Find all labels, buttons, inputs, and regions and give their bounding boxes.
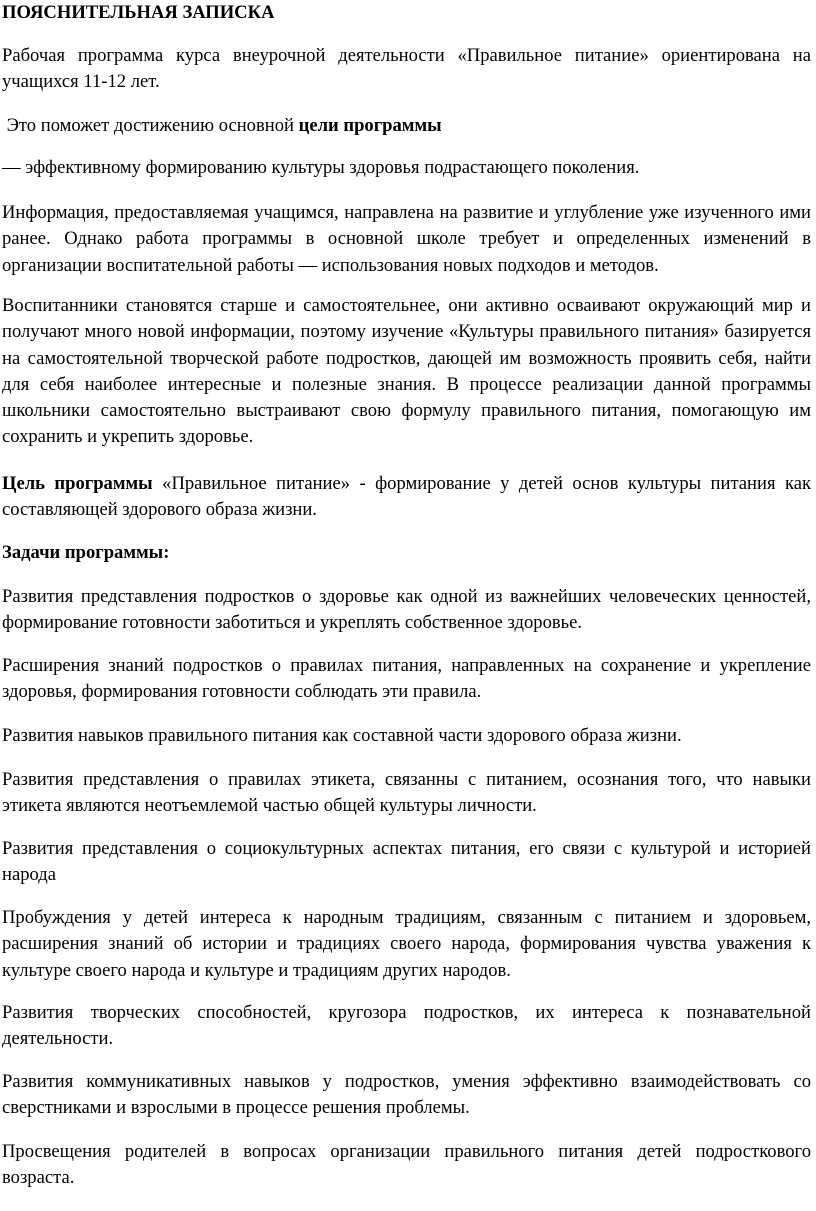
task-item-6: Пробуждения у детей интереса к народным традициям, связанным с питанием и здоровьем, расширения знаний об истории и традициях своего народа, формирования чувства уважения к культуре своего народа и культуре и традициям других народов.	[2, 907, 811, 981]
info-paragraph: Информация, предоставляемая учащимся, направлена на развитие и углубление уже изученного ими ранее. Однако работа программы в основной школе требует и определенных изменений в организации воспитательной работы — использования новых подходов и методов.	[2, 202, 811, 276]
intro-paragraph: Рабочая программа курса внеурочной деятельности «Правильное питание» ориентирована на учащихся 11-12 лет.	[2, 45, 811, 93]
task-item-5: Развития представления о социокультурных аспектах питания, его связи с культурой и историей народа	[2, 838, 811, 886]
program-goal-paragraph	[2, 471, 816, 524]
task-item-8: Развития коммуникативных навыков у подростков, умения эффективно взаимодействовать со сверстниками и взрослыми в процессе решения проблемы.	[2, 1071, 811, 1119]
goal-text: — эффективному формированию культуры здоровья подрастающего поколения.	[2, 157, 640, 178]
task-item-7: Развития творческих способностей, кругозора подростков, их интереса к познавательной деятельности.	[2, 1002, 811, 1050]
task-item-3: Развития навыков правильного питания как составной части здорового образа жизни.	[2, 725, 682, 746]
goal-line-bold: цели программы	[298, 115, 442, 136]
goal-line-prefix: Это поможет достижению основной	[2, 115, 299, 136]
task-item-2: Расширения знаний подростков о правилах питания, направленных на сохранение и укрепление здоровья, формирования готовности соблюдать эти правила.	[2, 655, 811, 703]
pupils-paragraph: Воспитанники становятся старше и самостоятельнее, они активно осваивают окружающий мир и получают много новой информации, поэтому изучение «Культуры правильного питания» базируется на самостоятельной творческой работе подростков, дающей им возможность проявить себя, найти для себя наиболее интересные и полезные знания. В процессе реализации данной программы школьники самостоятельно выстраивают свою формулу правильного питания, помогающую им сохранить и укрепить здоровье.	[2, 295, 811, 448]
task-item-4: Развития представления о правилах этикета, связанны с питанием, осознания того, что навыки этикета являются неотъемлемой частью общей культуры личности.	[2, 769, 811, 817]
task-item-1: Развития представления подростков о здоровье как одной из важнейших человеческих ценностей, формирование готовности заботиться и укреплять собственное здоровье.	[2, 586, 811, 634]
tasks-heading: Задачи программы:	[2, 542, 170, 563]
program-goal-bold: Цель программы	[2, 473, 153, 494]
program-goal-text: «Правильное питание» - формирование у детей основ культуры питания как составляющей здорового образа жизни.	[2, 473, 816, 521]
document-title: ПОЯСНИТЕЛЬНАЯ ЗАПИСКА	[2, 2, 275, 23]
goal-line	[2, 113, 811, 139]
task-item-9: Просвещения родителей в вопросах организации правильного питания детей подросткового возраста.	[2, 1141, 811, 1189]
